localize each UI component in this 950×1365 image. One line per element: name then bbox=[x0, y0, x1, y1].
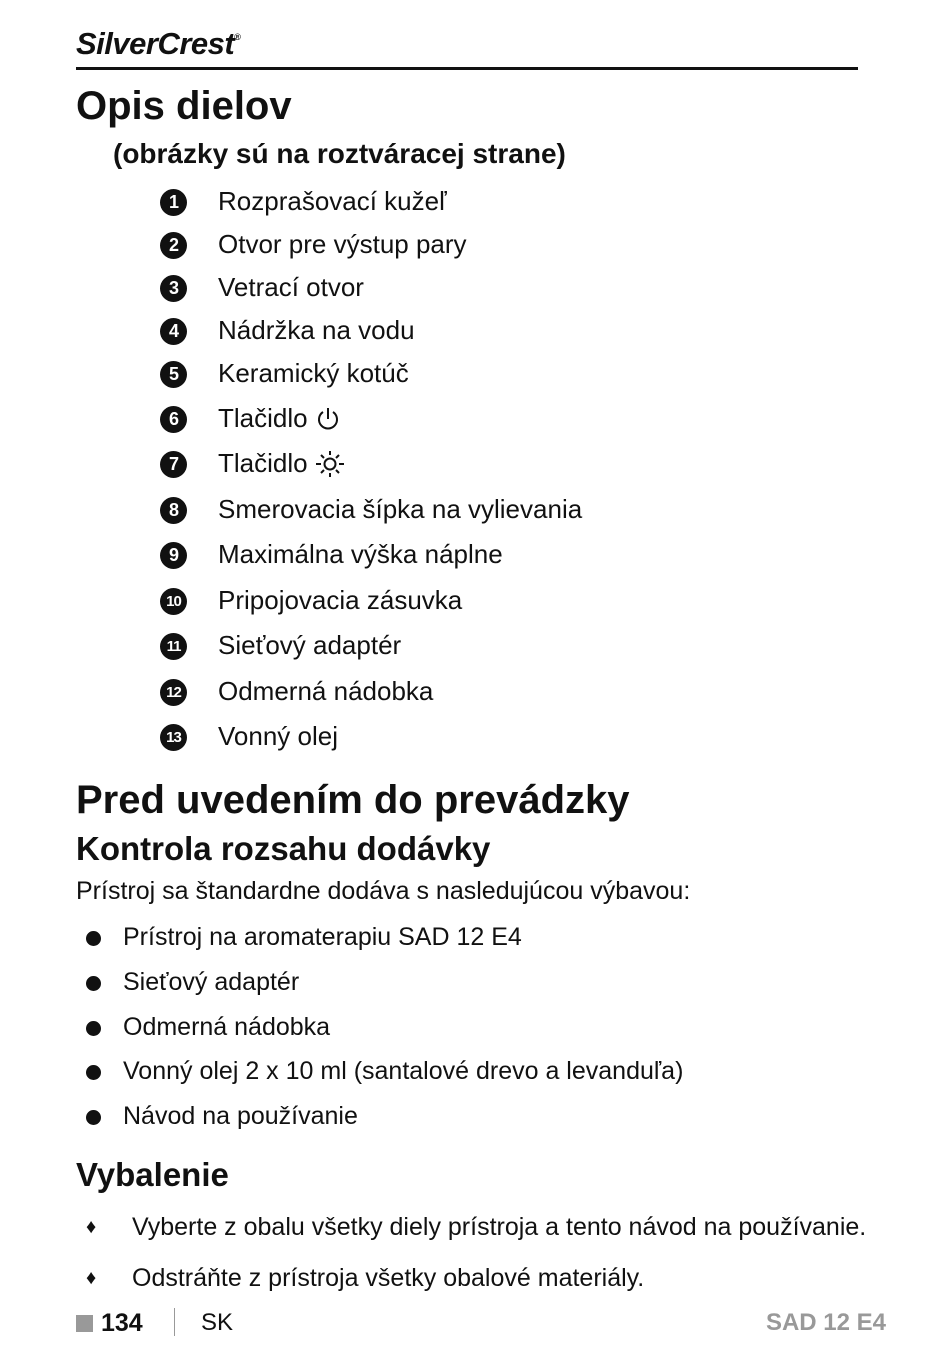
item-number: 2 bbox=[160, 232, 187, 259]
item-number: 3 bbox=[160, 275, 187, 302]
item-number: 4 bbox=[160, 318, 187, 345]
section-title-setup: Pred uvedením do prevádzky bbox=[76, 778, 630, 822]
power-icon bbox=[314, 405, 342, 440]
item-number: 10 bbox=[160, 588, 187, 615]
item-label: Maximálna výška náplne bbox=[218, 539, 503, 569]
item-label-wrap bbox=[218, 402, 342, 440]
section-title-unpacking: Vybalenie bbox=[76, 1156, 229, 1193]
item-number: 5 bbox=[160, 361, 187, 388]
language-code: SK bbox=[201, 1309, 234, 1336]
item-label: Odmerná nádobka bbox=[123, 1013, 331, 1041]
item-label: Tlačidlo bbox=[218, 448, 308, 478]
item-label: Rozprašovací kužeľ bbox=[218, 186, 447, 216]
brand-logo: SilverCrest® bbox=[76, 26, 241, 61]
intro-text: Prístroj sa štandardne dodáva s nasledujúcou výbavou: bbox=[76, 877, 691, 905]
footer-square-icon bbox=[76, 1315, 93, 1332]
page-footer bbox=[76, 1305, 886, 1341]
item-label: Vyberte z obalu všetky diely prístroja a tento návod na používanie. bbox=[132, 1213, 867, 1241]
item-label: Vonný olej 2 x 10 ml (santalové drevo a levanduľa) bbox=[123, 1057, 684, 1085]
model-number: SAD 12 E4 bbox=[765, 1309, 886, 1336]
item-number: 6 bbox=[160, 406, 187, 433]
section-subtitle-parts: (obrázky sú na roztváracej strane) bbox=[113, 138, 566, 169]
item-label: Vonný olej bbox=[218, 721, 338, 751]
item-label-wrap bbox=[218, 447, 346, 485]
item-number: 9 bbox=[160, 542, 187, 569]
bullet-icon bbox=[86, 1021, 101, 1036]
sun-icon bbox=[314, 450, 346, 485]
item-label: Sieťový adaptér bbox=[218, 630, 402, 660]
header-rule bbox=[76, 67, 858, 70]
item-label: Otvor pre výstup pary bbox=[218, 229, 467, 259]
page-number: 134 bbox=[101, 1309, 143, 1337]
item-label: Sieťový adaptér bbox=[123, 968, 300, 996]
item-label: Prístroj na aromaterapiu SAD 12 E4 bbox=[123, 923, 522, 951]
item-number: 7 bbox=[160, 451, 187, 478]
bullet-icon bbox=[86, 1065, 101, 1080]
item-label: Smerovacia šípka na vylievania bbox=[218, 494, 583, 524]
item-label: Odstráňte z prístroja všetky obalové materiály. bbox=[132, 1264, 645, 1292]
item-number: 11 bbox=[160, 633, 187, 660]
item-label: Keramický kotúč bbox=[218, 358, 409, 388]
footer-divider bbox=[174, 1308, 175, 1336]
item-number: 12 bbox=[160, 679, 187, 706]
diamond-bullet-icon: ♦ bbox=[86, 1267, 97, 1289]
section-subtitle-setup: Kontrola rozsahu dodávky bbox=[76, 830, 491, 867]
item-label: Tlačidlo bbox=[218, 403, 308, 433]
section-title-parts: Opis dielov bbox=[76, 84, 292, 128]
item-number: 13 bbox=[160, 724, 187, 751]
bullet-icon bbox=[86, 931, 101, 946]
item-label: Návod na používanie bbox=[123, 1102, 358, 1130]
item-label: Nádržka na vodu bbox=[218, 315, 415, 345]
item-number: 1 bbox=[160, 189, 187, 216]
bullet-icon bbox=[86, 976, 101, 991]
diamond-bullet-icon: ♦ bbox=[86, 1216, 97, 1238]
item-label: Pripojovacia zásuvka bbox=[218, 585, 463, 615]
bullet-icon bbox=[86, 1110, 101, 1125]
item-number: 8 bbox=[160, 497, 187, 524]
item-label: Odmerná nádobka bbox=[218, 676, 434, 706]
item-label: Vetrací otvor bbox=[218, 272, 364, 302]
